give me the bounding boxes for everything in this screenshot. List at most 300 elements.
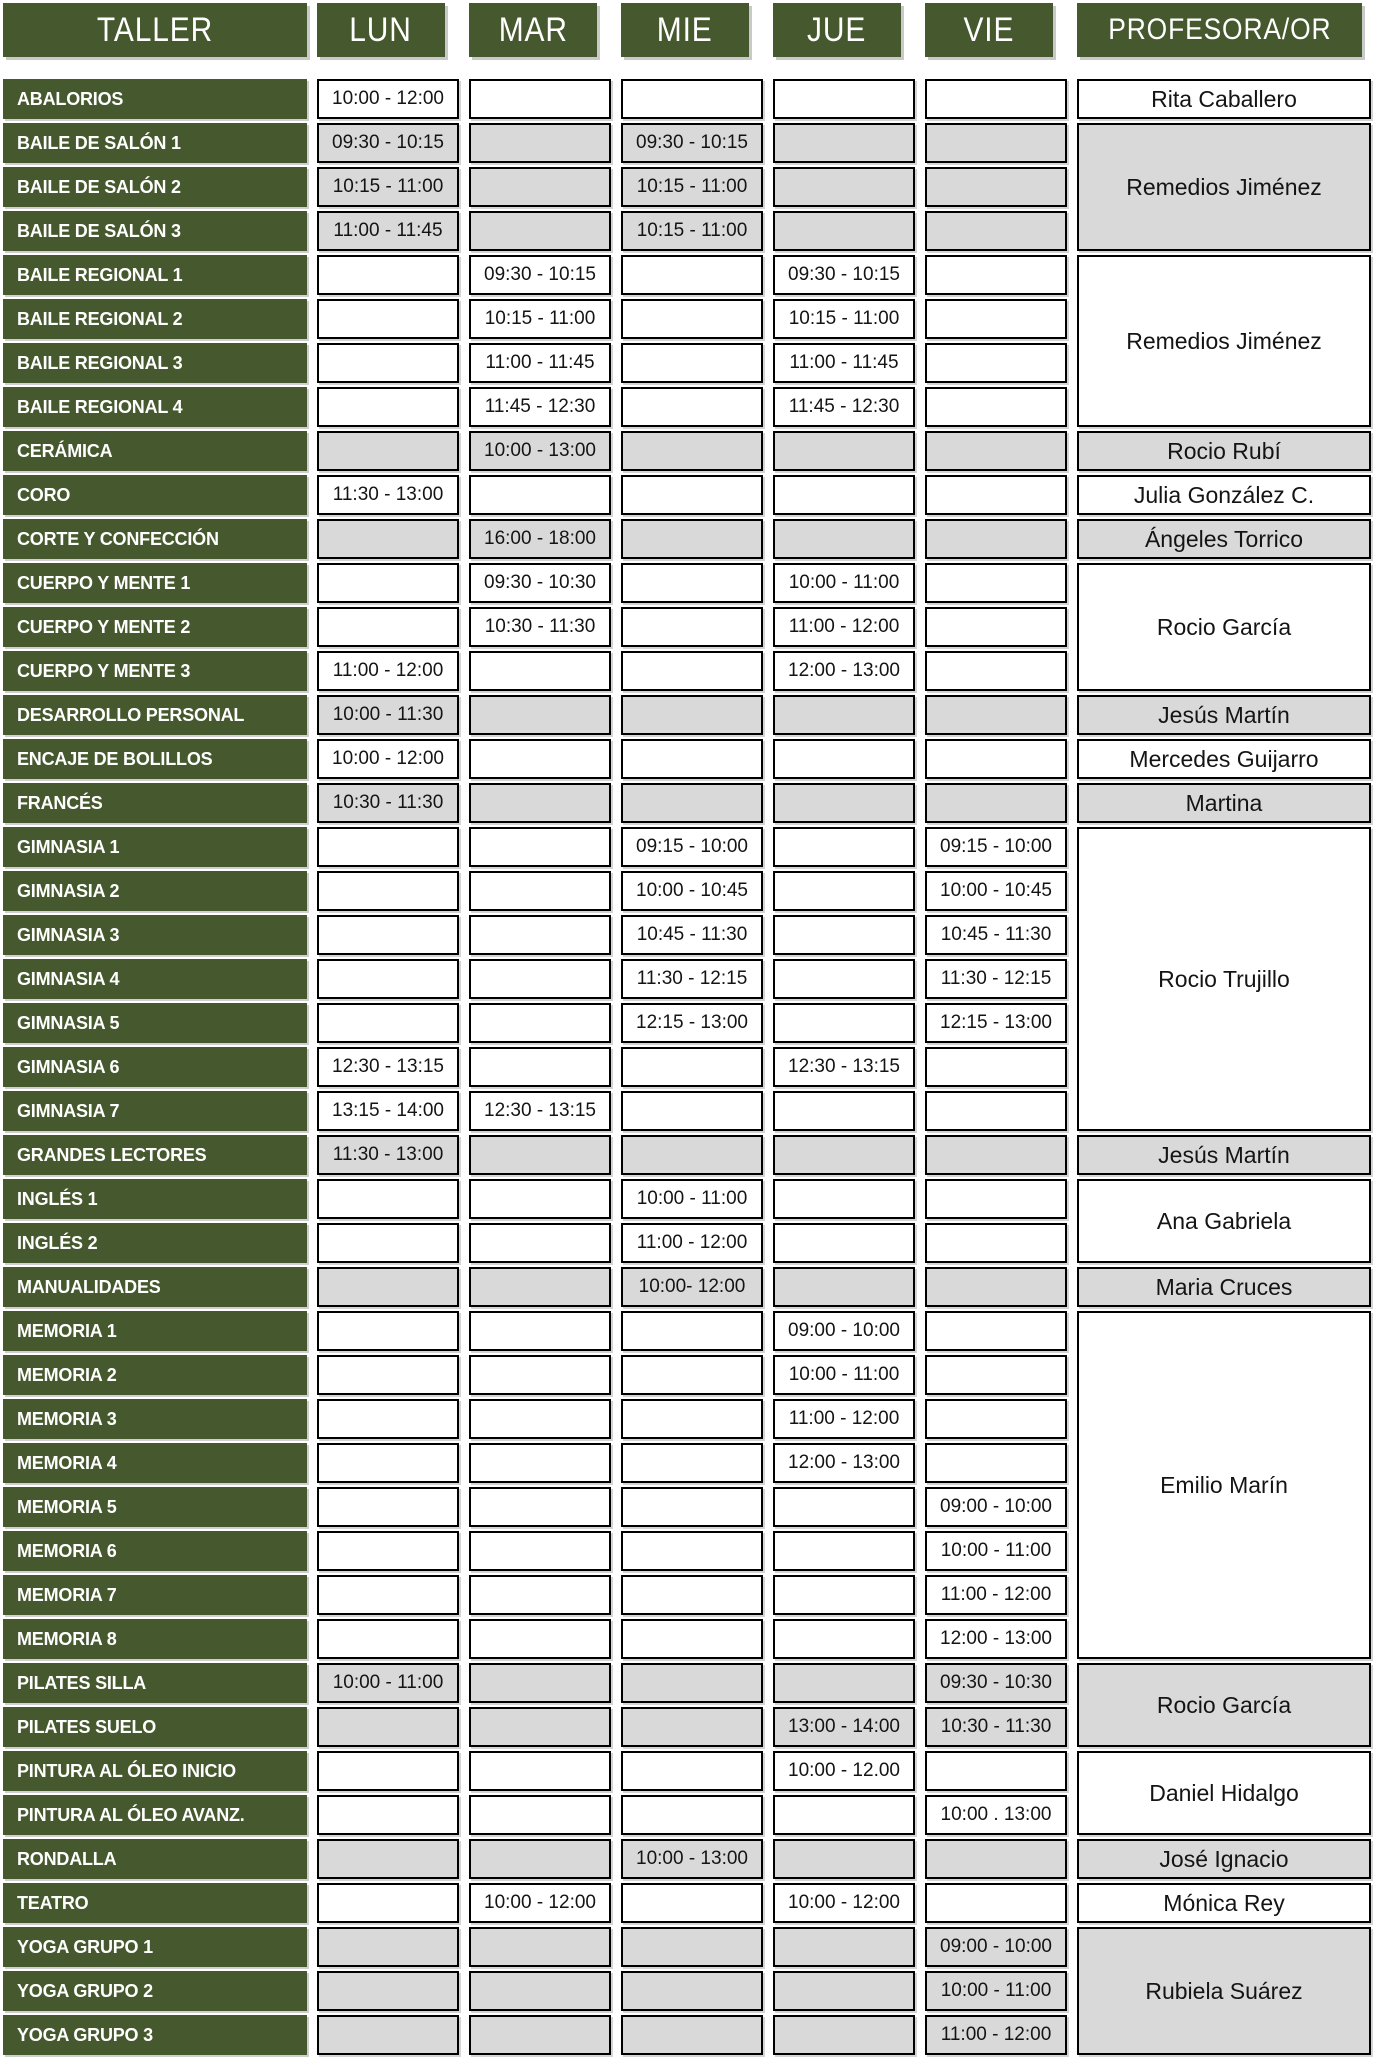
row-label-desarrollo-personal: DESARROLLO PERSONAL xyxy=(3,695,307,735)
cell-cuerpo-y-mente-2-mar: 10:30 - 11:30 xyxy=(469,607,611,647)
cell-pintura-al-oleo-inicio-vie xyxy=(925,1751,1067,1791)
cell-desarrollo-personal-jue xyxy=(773,695,915,735)
cell-frances-vie xyxy=(925,783,1067,823)
teacher-remedios-jimenez: Remedios Jiménez xyxy=(1077,123,1371,251)
cell-gimnasia-6-vie xyxy=(925,1047,1067,1087)
column-header-jue-label: JUE xyxy=(807,10,867,49)
cell-pintura-al-oleo-inicio-mie xyxy=(621,1751,763,1791)
cell-baile-de-salon-1-lun: 09:30 - 10:15 xyxy=(317,123,459,163)
row-label-yoga-grupo-1: YOGA GRUPO 1 xyxy=(3,1927,307,1967)
cell-pintura-al-oleo-inicio-mar xyxy=(469,1751,611,1791)
cell-manualidades-lun xyxy=(317,1267,459,1307)
cell-memoria-7-jue xyxy=(773,1575,915,1615)
cell-gimnasia-2-lun xyxy=(317,871,459,911)
cell-gimnasia-1-lun xyxy=(317,827,459,867)
cell-ingles-2-lun xyxy=(317,1223,459,1263)
cell-gimnasia-2-vie: 10:00 - 10:45 xyxy=(925,871,1067,911)
cell-pilates-silla-jue xyxy=(773,1663,915,1703)
cell-grandes-lectores-mie xyxy=(621,1135,763,1175)
teacher-emilio-marin: Emilio Marín xyxy=(1077,1311,1371,1659)
cell-corte-y-confeccion-vie xyxy=(925,519,1067,559)
cell-memoria-6-jue xyxy=(773,1531,915,1571)
cell-pintura-al-oleo-avanz-lun xyxy=(317,1795,459,1835)
cell-teatro-lun xyxy=(317,1883,459,1923)
cell-baile-regional-3-mie xyxy=(621,343,763,383)
cell-memoria-2-lun xyxy=(317,1355,459,1395)
cell-yoga-grupo-2-jue xyxy=(773,1971,915,2011)
column-header-mar xyxy=(469,3,597,57)
column-header-profesora xyxy=(1077,3,1362,57)
cell-gimnasia-3-mie: 10:45 - 11:30 xyxy=(621,915,763,955)
cell-gimnasia-1-vie: 09:15 - 10:00 xyxy=(925,827,1067,867)
column-header-taller xyxy=(3,3,307,57)
cell-ingles-2-vie xyxy=(925,1223,1067,1263)
cell-memoria-4-mar xyxy=(469,1443,611,1483)
row-label-ingles-2: INGLÉS 2 xyxy=(3,1223,307,1263)
column-header-jue xyxy=(773,3,901,57)
cell-ceramica-mie xyxy=(621,431,763,471)
cell-ingles-2-mie: 11:00 - 12:00 xyxy=(621,1223,763,1263)
cell-grandes-lectores-jue xyxy=(773,1135,915,1175)
teacher-jesus-martin: Jesús Martín xyxy=(1077,1135,1371,1175)
cell-gimnasia-6-lun: 12:30 - 13:15 xyxy=(317,1047,459,1087)
row-label-coro: CORO xyxy=(3,475,307,515)
cell-memoria-8-mar xyxy=(469,1619,611,1659)
cell-memoria-1-jue: 09:00 - 10:00 xyxy=(773,1311,915,1351)
cell-gimnasia-5-mar xyxy=(469,1003,611,1043)
cell-gimnasia-3-vie: 10:45 - 11:30 xyxy=(925,915,1067,955)
cell-gimnasia-5-mie: 12:15 - 13:00 xyxy=(621,1003,763,1043)
cell-memoria-4-mie xyxy=(621,1443,763,1483)
teacher-maria-cruces: Maria Cruces xyxy=(1077,1267,1371,1307)
cell-baile-de-salon-2-vie xyxy=(925,167,1067,207)
cell-baile-de-salon-2-mar xyxy=(469,167,611,207)
cell-baile-regional-4-mar: 11:45 - 12:30 xyxy=(469,387,611,427)
cell-encaje-de-bolillos-vie xyxy=(925,739,1067,779)
cell-ingles-2-jue xyxy=(773,1223,915,1263)
cell-frances-lun: 10:30 - 11:30 xyxy=(317,783,459,823)
cell-baile-de-salon-1-vie xyxy=(925,123,1067,163)
cell-yoga-grupo-1-lun xyxy=(317,1927,459,1967)
cell-memoria-6-lun xyxy=(317,1531,459,1571)
cell-coro-lun: 11:30 - 13:00 xyxy=(317,475,459,515)
cell-baile-regional-3-jue: 11:00 - 11:45 xyxy=(773,343,915,383)
cell-gimnasia-4-mar xyxy=(469,959,611,999)
row-label-gimnasia-6: GIMNASIA 6 xyxy=(3,1047,307,1087)
cell-rondalla-mie: 10:00 - 13:00 xyxy=(621,1839,763,1879)
cell-cuerpo-y-mente-2-mie xyxy=(621,607,763,647)
cell-yoga-grupo-1-jue xyxy=(773,1927,915,1967)
cell-memoria-6-mie xyxy=(621,1531,763,1571)
cell-memoria-2-jue: 10:00 - 11:00 xyxy=(773,1355,915,1395)
cell-corte-y-confeccion-mie xyxy=(621,519,763,559)
cell-baile-de-salon-3-vie xyxy=(925,211,1067,251)
teacher-julia-gonzalez-c: Julia González C. xyxy=(1077,475,1371,515)
cell-coro-mie xyxy=(621,475,763,515)
cell-baile-de-salon-1-mar xyxy=(469,123,611,163)
cell-cuerpo-y-mente-3-vie xyxy=(925,651,1067,691)
cell-cuerpo-y-mente-1-mar: 09:30 - 10:30 xyxy=(469,563,611,603)
row-label-gimnasia-5: GIMNASIA 5 xyxy=(3,1003,307,1043)
cell-gimnasia-6-mar xyxy=(469,1047,611,1087)
cell-gimnasia-5-vie: 12:15 - 13:00 xyxy=(925,1003,1067,1043)
row-label-memoria-5: MEMORIA 5 xyxy=(3,1487,307,1527)
teacher-rocio-garcia: Rocio García xyxy=(1077,563,1371,691)
cell-ceramica-jue xyxy=(773,431,915,471)
cell-encaje-de-bolillos-mie xyxy=(621,739,763,779)
cell-memoria-3-vie xyxy=(925,1399,1067,1439)
cell-gimnasia-7-mar: 12:30 - 13:15 xyxy=(469,1091,611,1131)
row-label-yoga-grupo-2: YOGA GRUPO 2 xyxy=(3,1971,307,2011)
cell-memoria-6-vie: 10:00 - 11:00 xyxy=(925,1531,1067,1571)
cell-desarrollo-personal-vie xyxy=(925,695,1067,735)
cell-gimnasia-4-lun xyxy=(317,959,459,999)
row-label-baile-regional-2: BAILE REGIONAL 2 xyxy=(3,299,307,339)
teacher-rubiela-suarez: Rubiela Suárez xyxy=(1077,1927,1371,2055)
row-label-memoria-6: MEMORIA 6 xyxy=(3,1531,307,1571)
cell-pintura-al-oleo-avanz-jue xyxy=(773,1795,915,1835)
cell-rondalla-jue xyxy=(773,1839,915,1879)
teacher-mercedes-guijarro: Mercedes Guijarro xyxy=(1077,739,1371,779)
row-label-memoria-2: MEMORIA 2 xyxy=(3,1355,307,1395)
row-label-teatro: TEATRO xyxy=(3,1883,307,1923)
cell-baile-de-salon-1-jue xyxy=(773,123,915,163)
teacher-monica-rey: Mónica Rey xyxy=(1077,1883,1371,1923)
cell-yoga-grupo-2-vie: 10:00 - 11:00 xyxy=(925,1971,1067,2011)
cell-teatro-vie xyxy=(925,1883,1067,1923)
cell-ingles-1-lun xyxy=(317,1179,459,1219)
cell-baile-de-salon-2-mie: 10:15 - 11:00 xyxy=(621,167,763,207)
cell-gimnasia-5-jue xyxy=(773,1003,915,1043)
row-label-ingles-1: INGLÉS 1 xyxy=(3,1179,307,1219)
row-label-memoria-4: MEMORIA 4 xyxy=(3,1443,307,1483)
cell-baile-de-salon-3-mar xyxy=(469,211,611,251)
cell-memoria-8-mie xyxy=(621,1619,763,1659)
row-label-encaje-de-bolillos: ENCAJE DE BOLILLOS xyxy=(3,739,307,779)
cell-ceramica-lun xyxy=(317,431,459,471)
cell-grandes-lectores-vie xyxy=(925,1135,1067,1175)
cell-gimnasia-4-jue xyxy=(773,959,915,999)
cell-ingles-1-vie xyxy=(925,1179,1067,1219)
cell-encaje-de-bolillos-lun: 10:00 - 12:00 xyxy=(317,739,459,779)
cell-yoga-grupo-3-vie: 11:00 - 12:00 xyxy=(925,2015,1067,2055)
cell-pilates-suelo-lun xyxy=(317,1707,459,1747)
cell-baile-regional-2-mar: 10:15 - 11:00 xyxy=(469,299,611,339)
cell-encaje-de-bolillos-jue xyxy=(773,739,915,779)
cell-gimnasia-7-mie xyxy=(621,1091,763,1131)
cell-coro-mar xyxy=(469,475,611,515)
cell-pintura-al-oleo-avanz-mie xyxy=(621,1795,763,1835)
cell-abalorios-mie xyxy=(621,79,763,119)
cell-baile-regional-3-vie xyxy=(925,343,1067,383)
teacher-jesus-martin: Jesús Martín xyxy=(1077,695,1371,735)
cell-baile-de-salon-3-mie: 10:15 - 11:00 xyxy=(621,211,763,251)
cell-memoria-1-mar xyxy=(469,1311,611,1351)
cell-ingles-1-mar xyxy=(469,1179,611,1219)
cell-baile-regional-1-mar: 09:30 - 10:15 xyxy=(469,255,611,295)
cell-memoria-5-mie xyxy=(621,1487,763,1527)
cell-cuerpo-y-mente-1-jue: 10:00 - 11:00 xyxy=(773,563,915,603)
cell-cuerpo-y-mente-1-mie xyxy=(621,563,763,603)
row-label-frances: FRANCÉS xyxy=(3,783,307,823)
cell-memoria-4-vie xyxy=(925,1443,1067,1483)
cell-cuerpo-y-mente-1-vie xyxy=(925,563,1067,603)
column-header-lun xyxy=(317,3,445,57)
cell-memoria-2-mar xyxy=(469,1355,611,1395)
row-label-grandes-lectores: GRANDES LECTORES xyxy=(3,1135,307,1175)
cell-memoria-3-lun xyxy=(317,1399,459,1439)
cell-memoria-7-lun xyxy=(317,1575,459,1615)
cell-abalorios-vie xyxy=(925,79,1067,119)
cell-desarrollo-personal-mar xyxy=(469,695,611,735)
cell-baile-regional-4-vie xyxy=(925,387,1067,427)
row-label-baile-de-salon-2: BAILE DE SALÓN 2 xyxy=(3,167,307,207)
cell-pintura-al-oleo-avanz-vie: 10:00 . 13:00 xyxy=(925,1795,1067,1835)
row-label-gimnasia-4: GIMNASIA 4 xyxy=(3,959,307,999)
cell-memoria-3-mar xyxy=(469,1399,611,1439)
teacher-jose-ignacio: José Ignacio xyxy=(1077,1839,1371,1879)
cell-abalorios-mar xyxy=(469,79,611,119)
cell-pilates-suelo-jue: 13:00 - 14:00 xyxy=(773,1707,915,1747)
cell-gimnasia-7-jue xyxy=(773,1091,915,1131)
cell-grandes-lectores-mar xyxy=(469,1135,611,1175)
cell-gimnasia-6-jue: 12:30 - 13:15 xyxy=(773,1047,915,1087)
cell-ingles-1-jue xyxy=(773,1179,915,1219)
cell-manualidades-vie xyxy=(925,1267,1067,1307)
teacher-angeles-torrico: Ángeles Torrico xyxy=(1077,519,1371,559)
row-label-gimnasia-7: GIMNASIA 7 xyxy=(3,1091,307,1131)
cell-pilates-suelo-mie xyxy=(621,1707,763,1747)
cell-memoria-2-mie xyxy=(621,1355,763,1395)
cell-gimnasia-2-jue xyxy=(773,871,915,911)
cell-gimnasia-1-jue xyxy=(773,827,915,867)
cell-cuerpo-y-mente-3-lun: 11:00 - 12:00 xyxy=(317,651,459,691)
cell-gimnasia-7-lun: 13:15 - 14:00 xyxy=(317,1091,459,1131)
cell-yoga-grupo-2-mar xyxy=(469,1971,611,2011)
cell-yoga-grupo-1-mie xyxy=(621,1927,763,1967)
cell-gimnasia-3-mar xyxy=(469,915,611,955)
cell-gimnasia-1-mar xyxy=(469,827,611,867)
cell-frances-mar xyxy=(469,783,611,823)
row-label-pintura-al-oleo-inicio: PINTURA AL ÓLEO INICIO xyxy=(3,1751,307,1791)
cell-rondalla-lun xyxy=(317,1839,459,1879)
cell-coro-jue xyxy=(773,475,915,515)
cell-pintura-al-oleo-inicio-jue: 10:00 - 12.00 xyxy=(773,1751,915,1791)
column-header-vie-label: VIE xyxy=(963,10,1015,49)
cell-coro-vie xyxy=(925,475,1067,515)
cell-memoria-3-mie xyxy=(621,1399,763,1439)
column-header-lun-label: LUN xyxy=(349,10,413,49)
schedule-body xyxy=(3,79,1377,2055)
cell-memoria-7-mar xyxy=(469,1575,611,1615)
cell-teatro-jue: 10:00 - 12:00 xyxy=(773,1883,915,1923)
cell-baile-regional-4-mie xyxy=(621,387,763,427)
cell-memoria-5-mar xyxy=(469,1487,611,1527)
teacher-remedios-jimenez: Remedios Jiménez xyxy=(1077,255,1371,427)
cell-pilates-silla-vie: 09:30 - 10:30 xyxy=(925,1663,1067,1703)
cell-ingles-2-mar xyxy=(469,1223,611,1263)
cell-memoria-7-vie: 11:00 - 12:00 xyxy=(925,1575,1067,1615)
cell-gimnasia-4-vie: 11:30 - 12:15 xyxy=(925,959,1067,999)
cell-gimnasia-5-lun xyxy=(317,1003,459,1043)
cell-memoria-8-vie: 12:00 - 13:00 xyxy=(925,1619,1067,1659)
row-label-corte-y-confeccion: CORTE Y CONFECCIÓN xyxy=(3,519,307,559)
cell-baile-regional-2-jue: 10:15 - 11:00 xyxy=(773,299,915,339)
cell-cuerpo-y-mente-2-vie xyxy=(925,607,1067,647)
cell-baile-de-salon-2-lun: 10:15 - 11:00 xyxy=(317,167,459,207)
cell-gimnasia-3-lun xyxy=(317,915,459,955)
cell-memoria-4-lun xyxy=(317,1443,459,1483)
cell-yoga-grupo-3-mie xyxy=(621,2015,763,2055)
cell-ingles-1-mie: 10:00 - 11:00 xyxy=(621,1179,763,1219)
row-label-pintura-al-oleo-avanz: PINTURA AL ÓLEO AVANZ. xyxy=(3,1795,307,1835)
cell-teatro-mar: 10:00 - 12:00 xyxy=(469,1883,611,1923)
teacher-rocio-rubi: Rocio Rubí xyxy=(1077,431,1371,471)
cell-desarrollo-personal-lun: 10:00 - 11:30 xyxy=(317,695,459,735)
cell-baile-regional-1-jue: 09:30 - 10:15 xyxy=(773,255,915,295)
cell-ceramica-mar: 10:00 - 13:00 xyxy=(469,431,611,471)
cell-gimnasia-6-mie xyxy=(621,1047,763,1087)
cell-baile-regional-1-vie xyxy=(925,255,1067,295)
column-header-vie xyxy=(925,3,1053,57)
cell-pilates-silla-mar xyxy=(469,1663,611,1703)
cell-grandes-lectores-lun: 11:30 - 13:00 xyxy=(317,1135,459,1175)
cell-memoria-5-lun xyxy=(317,1487,459,1527)
cell-encaje-de-bolillos-mar xyxy=(469,739,611,779)
cell-abalorios-jue xyxy=(773,79,915,119)
row-label-baile-regional-4: BAILE REGIONAL 4 xyxy=(3,387,307,427)
row-label-baile-regional-3: BAILE REGIONAL 3 xyxy=(3,343,307,383)
cell-memoria-5-jue xyxy=(773,1487,915,1527)
cell-baile-regional-2-lun xyxy=(317,299,459,339)
cell-yoga-grupo-2-mie xyxy=(621,1971,763,2011)
cell-rondalla-mar xyxy=(469,1839,611,1879)
cell-teatro-mie xyxy=(621,1883,763,1923)
column-header-mar-label: MAR xyxy=(498,10,568,49)
cell-gimnasia-2-mie: 10:00 - 10:45 xyxy=(621,871,763,911)
cell-yoga-grupo-2-lun xyxy=(317,1971,459,2011)
cell-memoria-5-vie: 09:00 - 10:00 xyxy=(925,1487,1067,1527)
cell-baile-de-salon-3-lun: 11:00 - 11:45 xyxy=(317,211,459,251)
cell-desarrollo-personal-mie xyxy=(621,695,763,735)
cell-corte-y-confeccion-lun xyxy=(317,519,459,559)
row-label-cuerpo-y-mente-1: CUERPO Y MENTE 1 xyxy=(3,563,307,603)
cell-baile-regional-4-lun xyxy=(317,387,459,427)
cell-memoria-8-lun xyxy=(317,1619,459,1659)
cell-gimnasia-1-mie: 09:15 - 10:00 xyxy=(621,827,763,867)
row-label-baile-de-salon-1: BAILE DE SALÓN 1 xyxy=(3,123,307,163)
cell-baile-de-salon-3-jue xyxy=(773,211,915,251)
cell-baile-regional-2-mie xyxy=(621,299,763,339)
cell-ceramica-vie xyxy=(925,431,1067,471)
cell-cuerpo-y-mente-3-mar xyxy=(469,651,611,691)
row-label-abalorios: ABALORIOS xyxy=(3,79,307,119)
cell-memoria-3-jue: 11:00 - 12:00 xyxy=(773,1399,915,1439)
cell-memoria-6-mar xyxy=(469,1531,611,1571)
cell-gimnasia-3-jue xyxy=(773,915,915,955)
teacher-rocio-trujillo: Rocio Trujillo xyxy=(1077,827,1371,1131)
row-label-pilates-silla: PILATES SILLA xyxy=(3,1663,307,1703)
cell-memoria-7-mie xyxy=(621,1575,763,1615)
cell-memoria-8-jue xyxy=(773,1619,915,1659)
row-label-gimnasia-3: GIMNASIA 3 xyxy=(3,915,307,955)
row-label-ceramica: CERÁMICA xyxy=(3,431,307,471)
cell-manualidades-jue xyxy=(773,1267,915,1307)
cell-cuerpo-y-mente-3-jue: 12:00 - 13:00 xyxy=(773,651,915,691)
row-label-pilates-suelo: PILATES SUELO xyxy=(3,1707,307,1747)
row-label-gimnasia-1: GIMNASIA 1 xyxy=(3,827,307,867)
column-header-taller-label: TALLER xyxy=(96,10,214,49)
cell-cuerpo-y-mente-1-lun xyxy=(317,563,459,603)
cell-frances-mie xyxy=(621,783,763,823)
cell-pintura-al-oleo-avanz-mar xyxy=(469,1795,611,1835)
cell-cuerpo-y-mente-2-jue: 11:00 - 12:00 xyxy=(773,607,915,647)
teacher-rocio-garcia: Rocio García xyxy=(1077,1663,1371,1747)
table-header-row xyxy=(3,3,1377,57)
row-label-memoria-8: MEMORIA 8 xyxy=(3,1619,307,1659)
cell-gimnasia-4-mie: 11:30 - 12:15 xyxy=(621,959,763,999)
row-label-memoria-7: MEMORIA 7 xyxy=(3,1575,307,1615)
cell-manualidades-mie: 10:00- 12:00 xyxy=(621,1267,763,1307)
cell-memoria-1-mie xyxy=(621,1311,763,1351)
cell-gimnasia-2-mar xyxy=(469,871,611,911)
cell-baile-regional-1-lun xyxy=(317,255,459,295)
row-label-cuerpo-y-mente-3: CUERPO Y MENTE 3 xyxy=(3,651,307,691)
cell-yoga-grupo-3-lun xyxy=(317,2015,459,2055)
cell-baile-regional-3-lun xyxy=(317,343,459,383)
cell-gimnasia-7-vie xyxy=(925,1091,1067,1131)
row-label-baile-de-salon-3: BAILE DE SALÓN 3 xyxy=(3,211,307,251)
cell-yoga-grupo-1-mar xyxy=(469,1927,611,1967)
column-header-mie xyxy=(621,3,749,57)
cell-memoria-2-vie xyxy=(925,1355,1067,1395)
teacher-rita-caballero: Rita Caballero xyxy=(1077,79,1371,119)
cell-baile-regional-2-vie xyxy=(925,299,1067,339)
row-label-memoria-3: MEMORIA 3 xyxy=(3,1399,307,1439)
row-label-baile-regional-1: BAILE REGIONAL 1 xyxy=(3,255,307,295)
row-label-yoga-grupo-3: YOGA GRUPO 3 xyxy=(3,2015,307,2055)
row-label-memoria-1: MEMORIA 1 xyxy=(3,1311,307,1351)
cell-manualidades-mar xyxy=(469,1267,611,1307)
teacher-daniel-hidalgo: Daniel Hidalgo xyxy=(1077,1751,1371,1835)
cell-cuerpo-y-mente-2-lun xyxy=(317,607,459,647)
cell-corte-y-confeccion-jue xyxy=(773,519,915,559)
cell-baile-de-salon-2-jue xyxy=(773,167,915,207)
teacher-ana-gabriela: Ana Gabriela xyxy=(1077,1179,1371,1263)
cell-pintura-al-oleo-inicio-lun xyxy=(317,1751,459,1791)
cell-baile-de-salon-1-mie: 09:30 - 10:15 xyxy=(621,123,763,163)
cell-pilates-silla-mie xyxy=(621,1663,763,1703)
cell-baile-regional-1-mie xyxy=(621,255,763,295)
cell-pilates-silla-lun: 10:00 - 11:00 xyxy=(317,1663,459,1703)
cell-corte-y-confeccion-mar: 16:00 - 18:00 xyxy=(469,519,611,559)
cell-yoga-grupo-3-mar xyxy=(469,2015,611,2055)
cell-memoria-1-vie xyxy=(925,1311,1067,1351)
cell-yoga-grupo-1-vie: 09:00 - 10:00 xyxy=(925,1927,1067,1967)
row-label-manualidades: MANUALIDADES xyxy=(3,1267,307,1307)
cell-memoria-1-lun xyxy=(317,1311,459,1351)
row-label-gimnasia-2: GIMNASIA 2 xyxy=(3,871,307,911)
cell-yoga-grupo-3-jue xyxy=(773,2015,915,2055)
cell-cuerpo-y-mente-3-mie xyxy=(621,651,763,691)
cell-abalorios-lun: 10:00 - 12:00 xyxy=(317,79,459,119)
cell-baile-regional-4-jue: 11:45 - 12:30 xyxy=(773,387,915,427)
cell-memoria-4-jue: 12:00 - 13:00 xyxy=(773,1443,915,1483)
row-label-rondalla: RONDALLA xyxy=(3,1839,307,1879)
cell-frances-jue xyxy=(773,783,915,823)
teacher-martina: Martina xyxy=(1077,783,1371,823)
column-header-mie-label: MIE xyxy=(657,10,713,49)
